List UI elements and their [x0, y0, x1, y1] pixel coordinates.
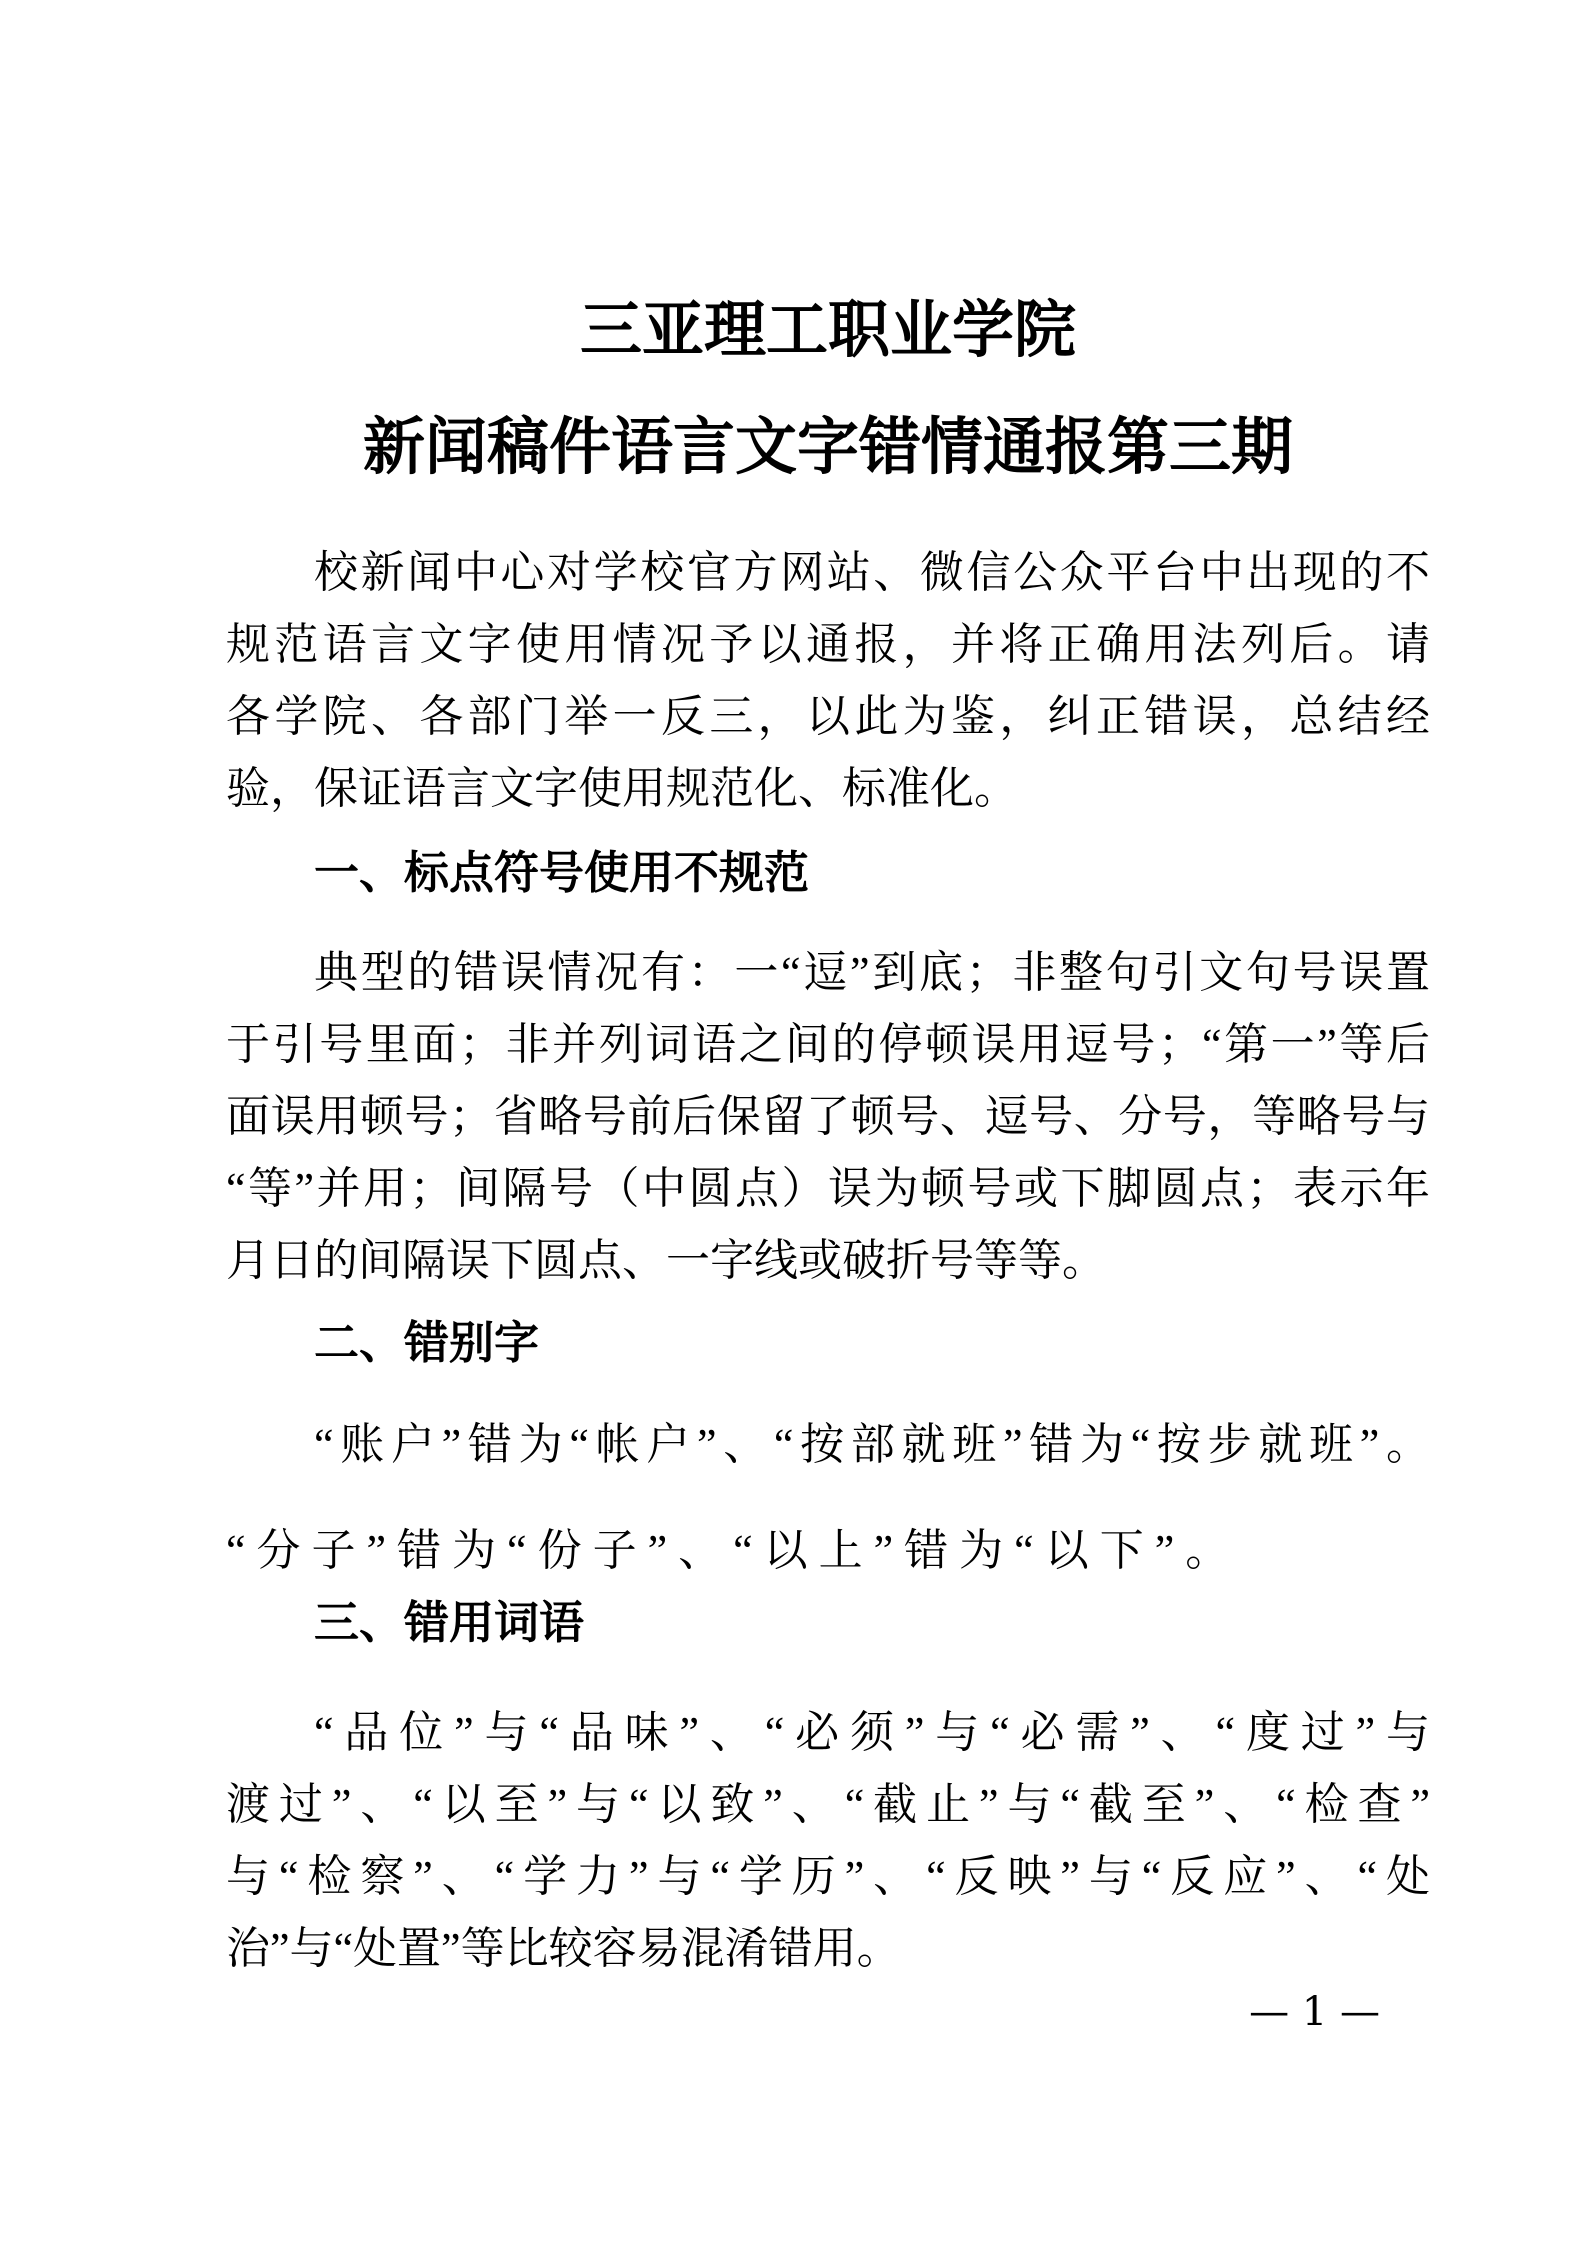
body-line: 规范语言文字使用情况予以通报，并将正确用法列后。请 — [226, 620, 1430, 669]
intro-paragraph — [226, 537, 1430, 825]
section2-heading: 二、错别字 — [314, 1317, 540, 1368]
body-line: “等”并用；间隔号（中圆点）误为顿号或下脚圆点；表示年 — [226, 1164, 1430, 1213]
body-line: 各学院、各部门举一反三，以此为鉴，纠正错误，总结经 — [226, 692, 1430, 741]
document-title-line1: 三亚理工职业学院 — [579, 293, 1076, 366]
body-line: 治”与“处置”等比较容易混淆错用。 — [226, 1924, 901, 1973]
section3-heading: 三、错用词语 — [314, 1597, 585, 1648]
body-line: 面误用顿号；省略号前后保留了顿号、逗号、分号，等略号与 — [226, 1092, 1430, 1141]
body-line: 与“检察”、“学力”与“学历”、“反映”与“反应”、“处 — [226, 1852, 1430, 1901]
body-line: “品位”与“品味”、“必须”与“必需”、“度过”与 — [314, 1708, 1430, 1757]
page-number: — 1 — — [1249, 1989, 1380, 2035]
body-line: 典型的错误情况有：一“逗”到底；非整句引文句号误置 — [314, 948, 1430, 997]
body-line: “分子”错为“份子”、“以上”错为“以下”。 — [226, 1526, 1241, 1575]
body-line: 月日的间隔误下圆点、一字线或破折号等等。 — [226, 1236, 1106, 1285]
section1-heading: 一、标点符号使用不规范 — [314, 847, 810, 898]
body-line: 校新闻中心对学校官方网站、微信公众平台中出现的不 — [314, 548, 1430, 597]
section3-paragraph — [226, 1697, 1430, 1985]
body-line: 于引号里面；非并列词语之间的停顿误用逗号；“第一”等后 — [226, 1020, 1430, 1069]
body-line: 渡过”、“以至”与“以致”、“截止”与“截至”、“检查” — [226, 1780, 1430, 1829]
section2-paragraph — [226, 1409, 1430, 1587]
body-line: 验，保证语言文字使用规范化、标准化。 — [226, 764, 1018, 813]
body-line: “账户”错为“帐户”、“按部就班”错为“按步就班”。 — [314, 1420, 1430, 1469]
document-title-line2: 新闻稿件语言文字错情通报第三期 — [362, 410, 1293, 483]
section1-paragraph — [226, 937, 1430, 1297]
